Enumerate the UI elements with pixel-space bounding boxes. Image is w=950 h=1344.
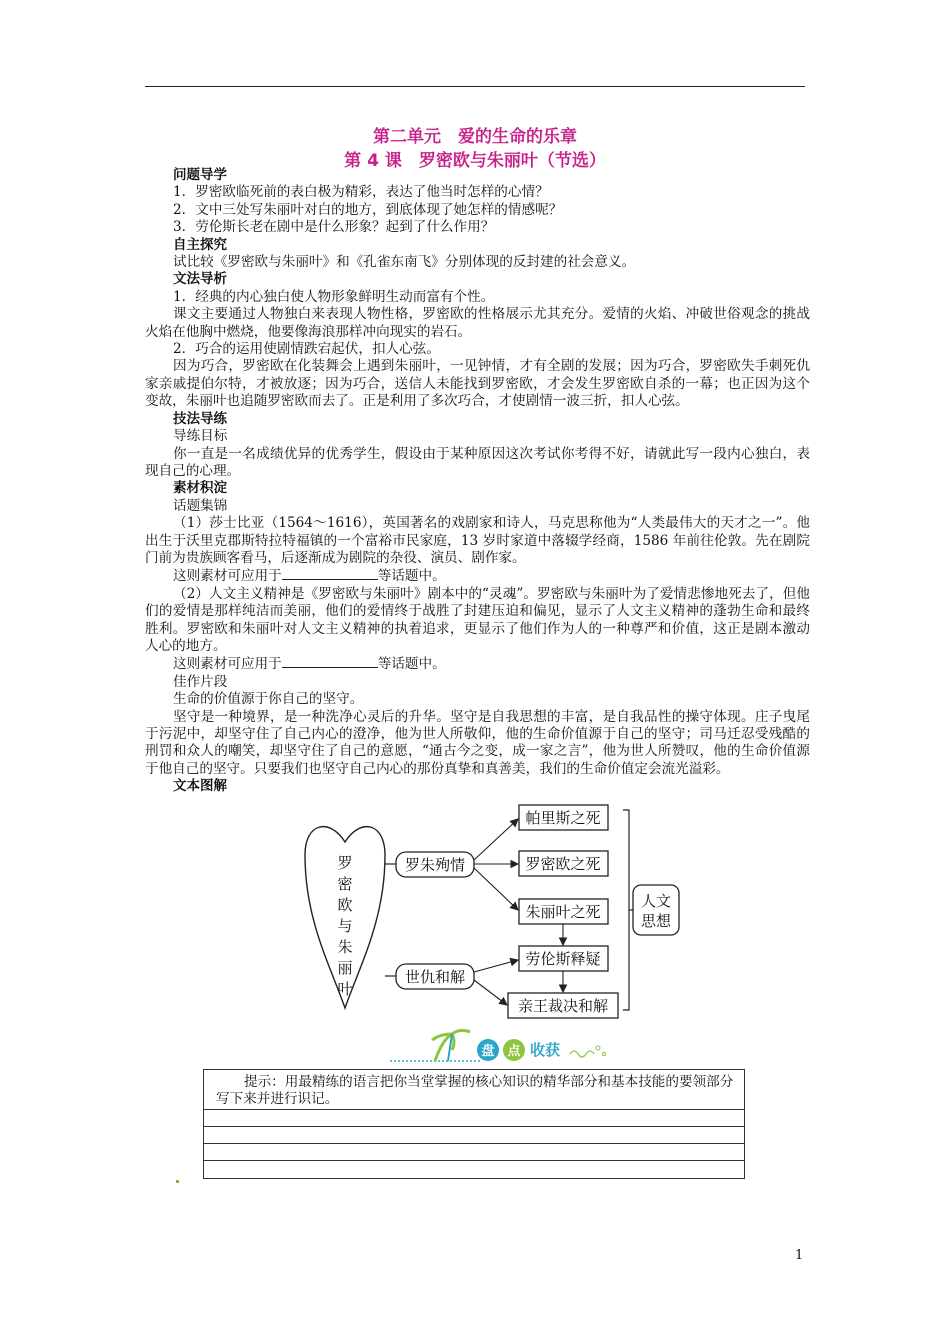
text-diagram: [300, 800, 690, 1025]
apply-suffix: 等话题中。: [377, 656, 446, 673]
writing-line[interactable]: [204, 1143, 744, 1144]
writing-line[interactable]: [204, 1160, 744, 1161]
heart-char: 丽: [337, 959, 353, 977]
analysis-paragraph: 课文主要通过人物独白来表现人物性格，罗密欧的性格展示尤其充分。爱情的火焰、冲破世俗观念的挑战火焰在他胸中燃烧，他要像海浪那样冲向现实的岩石。: [145, 306, 810, 340]
apply-line: [145, 567, 810, 585]
heart-char: 叶: [337, 980, 353, 998]
material-subheading: 佳作片段: [173, 673, 228, 690]
notes-box: [203, 1069, 745, 1179]
section-heading-guide: 问题导学: [173, 167, 227, 183]
analysis-point: 2．巧合的运用使剧情跌宕起伏，扣人心弦。: [173, 341, 440, 358]
apply-prefix: 这则素材可应用于: [173, 568, 282, 585]
guide-question: 2．文中三处写朱丽叶对白的地方，到底体现了她怎样的情感呢？: [173, 201, 563, 218]
page-number: 1: [795, 1248, 804, 1263]
practice-subheading: 导练目标: [173, 428, 228, 445]
branch-feud-label: 世仇和解: [404, 968, 466, 986]
theme-label: 思想: [640, 912, 672, 930]
practice-text: 你一直是一名成绩优异的优秀学生，假设由于某种原因这次考试你考得不好，请就此写一段内心独白，表现自己的心理。: [145, 445, 810, 479]
small-dot: [176, 1180, 179, 1183]
event-node-label: 罗密欧之死: [525, 855, 601, 873]
sample-paragraph: 坚守是一种境界，是一种洗净心灵后的升华。坚守是自我思想的丰富，是自我品性的操守体现。庄子曳尾于污泥中，却坚守住了自己内心的澄净，他为世人所敬仰，他的生命价值源于自己的坚守；司马迁忍受残酷的刑罚和众人的嘲笑，却坚守住了自己的意愿，“通古今之变，成一家之言”，他为世人所赞叹，他的生命价值源于他自己的坚守。只要我们也坚守自己内心的那份真挚和真善美，我们的生命价值定会流光溢彩。: [145, 708, 810, 777]
section-heading-diagram: 文本图解: [173, 778, 227, 795]
theme-label: 人文: [640, 892, 672, 910]
writing-line[interactable]: [204, 1109, 744, 1110]
bracket: [623, 810, 629, 1010]
event-node-label: 亲王裁决和解: [517, 997, 609, 1015]
material-item: （2）人文主义精神是《罗密欧与朱丽叶》剧本中的“灵魂”。罗密欧与朱丽叶为了爱情悲惨地死去了，但他们的爱情是那样纯洁而美丽，他们的爱情终于战胜了封建压迫和偏见，显示了人文主义精神的蓬勃生命和最终胜利。罗密欧和朱丽叶对人文主义精神的执着追求，更显示了他们作为人的一种尊严和价值，这正是剧本激动人心的地方。: [145, 585, 810, 654]
heart-char: 罗: [337, 854, 353, 872]
answer-blank[interactable]: [282, 655, 378, 668]
banner-char: 盘: [481, 1044, 495, 1059]
event-node-label: 朱丽叶之死: [525, 903, 601, 921]
heart-char: 密: [337, 875, 353, 893]
summary-banner: [390, 1028, 620, 1070]
apply-suffix: 等话题中。: [377, 568, 446, 585]
heart-char: 欧: [337, 896, 353, 914]
analysis-paragraph: 因为巧合，罗密欧在化装舞会上遇到朱丽叶，一见钟情，才有全剧的发展；因为巧合，罗密欧失手刺死仇家亲戚提伯尔特，才被放逐；因为巧合，送信人未能找到罗密欧，才会发生罗密欧自杀的一幕；也正因为这个变故，朱丽叶也追随罗密欧而去了。正是利用了多次巧合，才使剧情一波三折，扣人心弦。: [145, 358, 810, 410]
lesson-title: 第 4 课 罗密欧与朱丽叶（节选）: [344, 151, 606, 171]
apply-line: [145, 655, 810, 673]
heart-char: 朱: [337, 938, 353, 956]
arrow: [474, 868, 518, 910]
section-heading-explore: 自主探究: [173, 236, 227, 253]
banner-char: 点: [507, 1044, 521, 1059]
section-heading-material: 素材积淀: [173, 480, 227, 497]
notes-hint: 提示：用最精练的语言把你当堂掌握的核心知识的精华部分和基本技能的要领部分写下来并进行识记。: [216, 1074, 734, 1108]
material-item: （1）莎士比亚（1564～1616），英国著名的戏剧家和诗人，马克思称他为“人类最伟大的天才之一”。他出生于沃里克郡斯特拉特福镇的一个富裕市民家庭，13 岁时家道中落辍学经商，1586 年前往伦敦。先在剧院门前为贵族顾客看马，后逐渐成为剧院的杂役、演员、剧作家。: [145, 515, 811, 566]
arrow: [474, 819, 518, 860]
apply-prefix: 这则素材可应用于: [173, 656, 282, 673]
explore-text: 试比较《罗密欧与朱丽叶》和《孔雀东南飞》分别体现的反封建的社会意义。: [173, 254, 636, 271]
header-rule: [145, 86, 805, 87]
heart-char: 与: [337, 917, 353, 935]
arrow: [474, 960, 518, 972]
branch-love-label: 罗朱殉情: [404, 856, 466, 874]
writing-line[interactable]: [204, 1126, 744, 1127]
answer-blank[interactable]: [282, 567, 378, 580]
section-heading-practice: 技法导练: [173, 410, 227, 427]
section-heading-analysis: 文法导析: [173, 271, 227, 288]
banner-text: 收获: [530, 1041, 561, 1059]
swirl-decoration: [570, 1051, 594, 1057]
event-node-label: 帕里斯之死: [525, 809, 601, 827]
main-content: [145, 167, 810, 796]
guide-question: 3．劳伦斯长老在剧中是什么形象？起到了什么作用？: [173, 219, 495, 236]
material-subheading: 话题集锦: [173, 497, 228, 514]
unit-title: 第二单元 爱的生命的乐章: [373, 127, 577, 147]
analysis-point: 1．经典的内心独白使人物形象鲜明生动而富有个性。: [173, 288, 495, 305]
event-node-label: 劳伦斯释疑: [525, 950, 601, 968]
guide-question: 1．罗密欧临死前的表白极为精彩，表达了他当时怎样的心情？: [173, 184, 549, 201]
sample-topic: 生命的价值源于你自己的坚守。: [173, 691, 364, 708]
arrow: [474, 980, 507, 1005]
